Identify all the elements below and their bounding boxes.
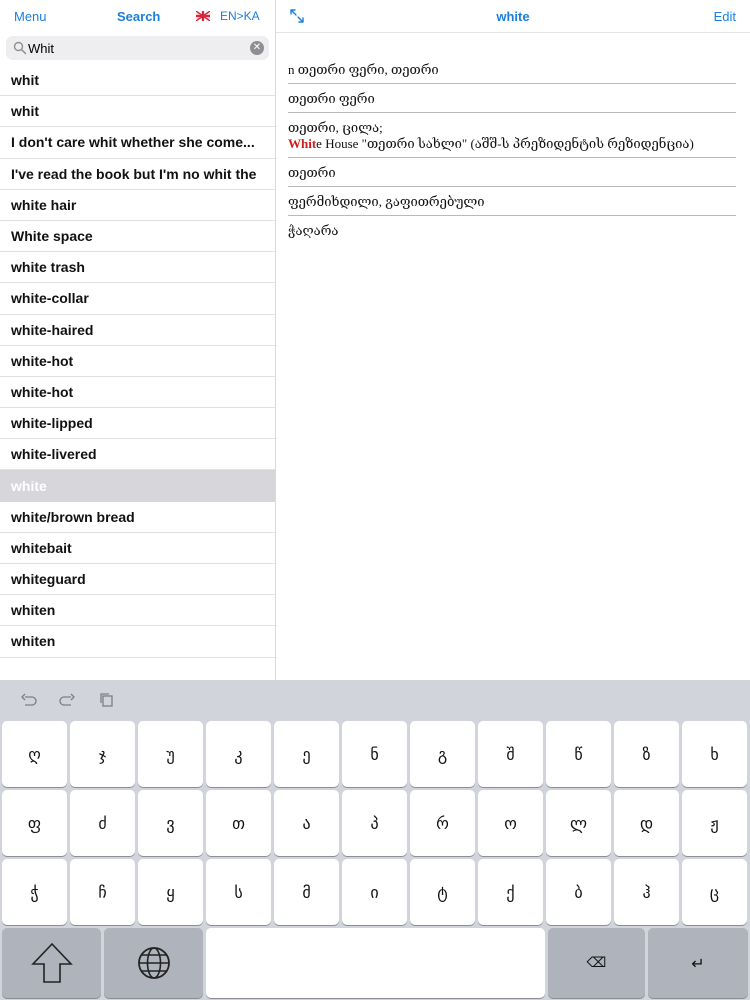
definition-example xyxy=(288,136,736,152)
key-letter[interactable]: ლ xyxy=(546,790,611,856)
uk-flag-icon[interactable] xyxy=(196,11,210,21)
definition-item xyxy=(288,158,736,187)
key-letter[interactable]: ნ xyxy=(342,721,407,787)
definition-text: ფერმიხდილი, გაფითრებული xyxy=(288,194,485,209)
result-row[interactable]: white-livered xyxy=(0,439,275,470)
results-list xyxy=(0,65,275,658)
definition-example-rest: e House "თეთრი სახლი" (აშშ-ს პრეზიდენტის რეზიდენცია) xyxy=(316,136,694,151)
left-header xyxy=(0,0,275,32)
definition-text: თეთრი ფერი xyxy=(288,91,375,106)
result-row[interactable]: I don't care whit whether she come... xyxy=(0,127,275,158)
key-letter[interactable]: ბ xyxy=(546,859,611,925)
language-direction-button[interactable]: EN>KA xyxy=(220,9,260,23)
search-match-highlight: Whit xyxy=(288,136,317,151)
definition-item xyxy=(288,216,736,244)
key-letter[interactable]: უ xyxy=(138,721,203,787)
result-row[interactable]: whiten xyxy=(0,595,275,626)
key-letter[interactable]: ხ xyxy=(682,721,747,787)
key-letter[interactable]: მ xyxy=(274,859,339,925)
redo-icon[interactable] xyxy=(58,691,76,709)
search-title: Search xyxy=(117,9,161,24)
globe-key[interactable] xyxy=(104,928,203,998)
return-key[interactable]: ↵ xyxy=(648,928,748,998)
edit-button[interactable]: Edit xyxy=(713,9,736,24)
key-letter[interactable]: ზ xyxy=(614,721,679,787)
key-letter[interactable]: ო xyxy=(478,790,543,856)
key-letter[interactable]: დ xyxy=(614,790,679,856)
search-input[interactable] xyxy=(28,39,248,57)
result-row[interactable]: white-hot xyxy=(0,346,275,377)
keyboard xyxy=(0,680,750,1000)
definition-pane xyxy=(276,0,750,680)
key-letter[interactable]: ჩ xyxy=(70,859,135,925)
definition-text: თეთრი, ცილა; xyxy=(288,120,383,135)
key-letter[interactable]: ქ xyxy=(478,859,543,925)
key-letter[interactable]: ყ xyxy=(138,859,203,925)
menu-button[interactable]: Menu xyxy=(14,9,47,24)
result-row[interactable]: whiten xyxy=(0,626,275,657)
result-row[interactable]: white-hot xyxy=(0,377,275,408)
definition-text: n თეთრი ფერი, თეთრი xyxy=(288,62,439,77)
delete-key[interactable]: ⌫ xyxy=(548,928,645,998)
key-letter[interactable]: ფ xyxy=(2,790,67,856)
definition-item xyxy=(288,55,736,84)
right-header xyxy=(276,0,750,33)
result-row[interactable]: white-haired xyxy=(0,315,275,346)
result-row[interactable]: white-lipped xyxy=(0,408,275,439)
key-letter[interactable]: ტ xyxy=(410,859,475,925)
key-letter[interactable]: ა xyxy=(274,790,339,856)
space-key[interactable] xyxy=(206,928,545,998)
result-row[interactable]: whit xyxy=(0,96,275,127)
key-letter[interactable]: შ xyxy=(478,721,543,787)
undo-icon[interactable] xyxy=(20,691,38,709)
definition-text: ჭაღარა xyxy=(288,223,339,238)
key-letter[interactable]: ჟ xyxy=(682,790,747,856)
key-letter[interactable]: ჭ xyxy=(2,859,67,925)
entry-title: white xyxy=(496,9,530,24)
key-letter[interactable]: ც xyxy=(682,859,747,925)
clear-search-icon[interactable]: ✕ xyxy=(250,41,264,55)
key-letter[interactable]: კ xyxy=(206,721,271,787)
shift-key[interactable] xyxy=(2,928,101,998)
key-letter[interactable]: ჰ xyxy=(614,859,679,925)
result-row[interactable]: white xyxy=(0,470,275,501)
key-letter[interactable]: ღ xyxy=(2,721,67,787)
result-row[interactable]: whitebait xyxy=(0,533,275,564)
keyboard-toolbar xyxy=(0,680,750,720)
key-letter[interactable]: პ xyxy=(342,790,407,856)
key-letter[interactable]: ვ xyxy=(138,790,203,856)
paste-icon[interactable] xyxy=(98,691,116,709)
shift-icon xyxy=(29,940,75,986)
key-letter[interactable]: ს xyxy=(206,859,271,925)
search-icon xyxy=(13,41,27,55)
results-pane xyxy=(0,0,276,680)
result-row[interactable]: whiteguard xyxy=(0,564,275,595)
key-letter[interactable]: ე xyxy=(274,721,339,787)
key-letter[interactable]: რ xyxy=(410,790,475,856)
result-row[interactable]: white-collar xyxy=(0,283,275,314)
key-letter[interactable]: ჯ xyxy=(70,721,135,787)
result-row[interactable]: white hair xyxy=(0,190,275,221)
result-row[interactable]: white trash xyxy=(0,252,275,283)
definitions-list xyxy=(288,55,736,244)
definition-item xyxy=(288,113,736,158)
key-letter[interactable]: თ xyxy=(206,790,271,856)
key-letter[interactable]: გ xyxy=(410,721,475,787)
definition-text: თეთრი xyxy=(288,165,336,180)
key-letter[interactable]: ძ xyxy=(70,790,135,856)
result-row[interactable]: I've read the book but I'm no whit the xyxy=(0,159,275,190)
search-bar xyxy=(6,36,269,60)
key-letter[interactable]: წ xyxy=(546,721,611,787)
definition-item xyxy=(288,187,736,216)
result-row[interactable]: White space xyxy=(0,221,275,252)
globe-icon xyxy=(136,945,172,981)
result-row[interactable]: whit xyxy=(0,65,275,96)
result-row[interactable]: white/brown bread xyxy=(0,502,275,533)
key-letter[interactable]: ი xyxy=(342,859,407,925)
definition-item xyxy=(288,84,736,113)
